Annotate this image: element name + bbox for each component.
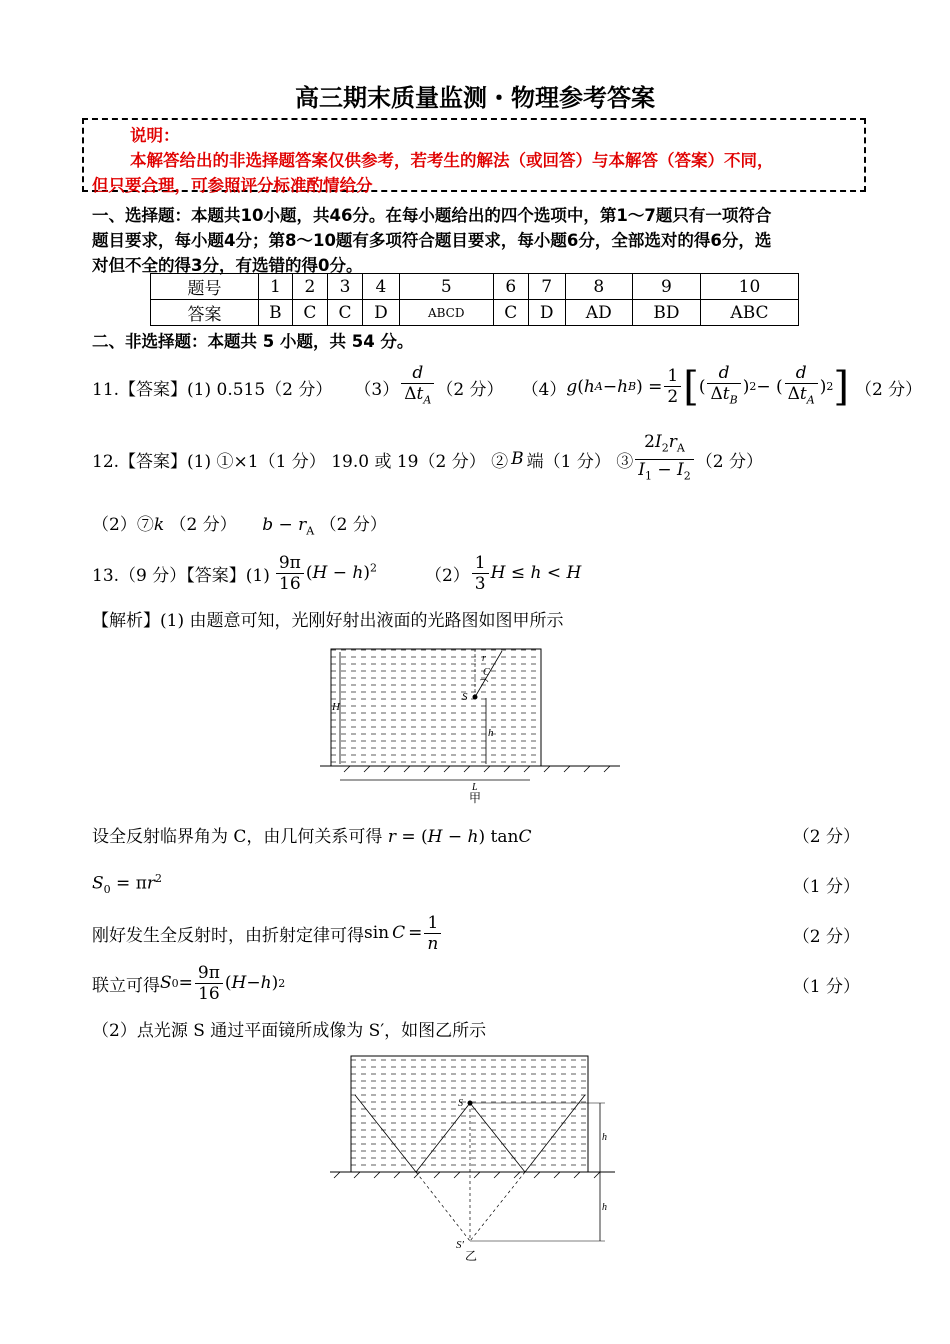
- section1-line2: 题目要求，每小题4分；第8～10题有多项符合题目要求，每小题6分，全部选对的得6分，选: [92, 231, 772, 250]
- figure-yi: [330, 1050, 630, 1265]
- table-cell: C: [292, 300, 327, 326]
- q12-score: （2 分）: [695, 451, 763, 472]
- table-header-cell: 题号: [151, 274, 259, 300]
- table-cell: 10: [700, 274, 798, 300]
- table-cell: D: [528, 300, 565, 326]
- label-L: L: [472, 782, 478, 793]
- q11-part4-label: （4）: [521, 379, 567, 400]
- q13-prefix: 13.（9 分）【答案】(1): [92, 565, 270, 586]
- table-header-cell: 答案: [151, 300, 259, 326]
- liquid-container: [351, 1056, 588, 1172]
- q13-step3: [92, 910, 443, 956]
- liquid-container: [331, 649, 541, 766]
- note-line2: 但只要合理，可参照评分标准酌情给分: [92, 176, 373, 195]
- table-cell: D: [363, 300, 400, 326]
- q12-formula: $\frac{2I_2r_A}{I_1 - I_2}$: [635, 432, 694, 486]
- q13-step3-formula: sin C = $\frac{1}{n}$: [364, 913, 443, 954]
- q11-prefix: 11.【答案】(1) 0.515（2 分）: [92, 379, 333, 400]
- table-cell: 5: [399, 274, 493, 300]
- q13-step4: [92, 960, 285, 1006]
- table-cell: 1: [259, 274, 293, 300]
- note-line1: 本解答给出的非选择题答案仅供参考，若考生的解法（或回答）与本解答（答案）不同，: [130, 151, 774, 170]
- q12-score-b: （2 分）: [319, 515, 387, 535]
- q13-step3-score: （2 分）: [792, 927, 860, 947]
- q13-step4-score: （1 分）: [792, 977, 860, 997]
- q13-step1-text: 设全反射临界角为 C，由几何关系可得: [92, 827, 383, 847]
- label-H: H: [332, 701, 340, 713]
- label-S: S: [458, 1098, 463, 1109]
- table-cell: 8: [565, 274, 632, 300]
- q13-analysis: 【解析】(1) 由题意可知，光刚好射出液面的光路图如图甲所示: [92, 611, 564, 631]
- ground-hatch: [344, 766, 610, 772]
- q12-text-b: 端（1 分） ③: [526, 451, 634, 472]
- answer-table: [150, 273, 799, 326]
- label-C: C: [483, 667, 490, 678]
- q12-text-a: 12.【答案】(1) ①×1（1 分） 19.0 或 19（2 分） ②: [92, 451, 509, 472]
- q13-step1: [92, 822, 531, 847]
- figure-yi-caption: 乙: [465, 1249, 478, 1263]
- q13-part2-label: （2）: [424, 565, 470, 586]
- figure-jia-caption: 甲: [469, 791, 482, 805]
- q13-part2-text: （2）点光源 S 通过平面镜所成像为 S′，如图乙所示: [92, 1021, 487, 1041]
- label-h-lower: h: [602, 1202, 607, 1213]
- table-cell: C: [493, 300, 528, 326]
- q13-step1-score: （2 分）: [792, 827, 860, 847]
- table-cell: ABC: [700, 300, 798, 326]
- table-cell: 6: [493, 274, 528, 300]
- q13-formula-1: $\frac{9\pi}{16}$ $(H - h)^2$: [274, 553, 377, 594]
- q11-score-4: （2 分）: [854, 379, 923, 400]
- q12-part2-label: （2）⑦: [92, 515, 154, 535]
- q13-step2-score: （1 分）: [792, 877, 860, 897]
- q12-score-k: （2 分）: [169, 515, 237, 535]
- mirror-hatch: [334, 1172, 600, 1178]
- note-label: 说明：: [130, 126, 180, 145]
- label-S: S: [462, 691, 468, 703]
- q12-formula-2: $b - r_A$: [262, 515, 315, 538]
- q11-part3-label: （3）: [354, 379, 400, 400]
- q13-formula-2: $\frac{1}{3}$ H ≤ h < H: [470, 553, 582, 594]
- q11-formula-2: g ( h A − h B ) = $\frac{1}{2}$ [ ( $\frac{d}{\Delta t_B}$ ) 2 − ( $\frac{d}{\Delta t_A}$ ) 2 ]: [566, 363, 849, 410]
- q13-step1-formula: r = (H − h) tanC: [387, 827, 532, 847]
- section1-line3: 对但不全的得3分，有选错的得0分。: [92, 256, 363, 275]
- figure-jia: [320, 640, 630, 810]
- table-cell: AD: [565, 300, 632, 326]
- table-cell: 3: [327, 274, 362, 300]
- q11-formula-1: $\frac{d}{\Delta t_A}$: [401, 363, 434, 410]
- section1-line1: 一、选择题：本题共10小题，共46分。在每小题给出的四个选项中，第1～7题只有一项符合: [92, 206, 772, 225]
- section2-heading: 二、非选择题：本题共 5 小题，共 54 分。: [92, 332, 414, 351]
- q11-line: [92, 362, 922, 412]
- table-cell: C: [327, 300, 362, 326]
- table-cell: BD: [632, 300, 700, 326]
- page-title: 高三期末质量监测・物理参考答案: [295, 84, 655, 112]
- label-r: r: [482, 653, 486, 664]
- q13-step4-formula: S 0 = $\frac{9\pi}{16}$ ( H − h ) 2: [160, 962, 286, 1004]
- q13-step3-text: 刚好发生全反射时，由折射定律可得: [92, 925, 364, 946]
- table-cell: 2: [292, 274, 327, 300]
- q12-line1: 12.【答案】(1) ①×1（1 分） 19.0 或 19（2 分） ② B 端（1 分） ③ $\frac{2I_2r_A}{I_1 - I_2}$ （2 分）: [92, 434, 763, 484]
- table-row: [151, 274, 799, 300]
- table-cell: 4: [363, 274, 400, 300]
- q11-score-3: （2 分）: [436, 379, 504, 400]
- q13-answer-line: [92, 548, 581, 598]
- q12-line2: （2）⑦k （2 分） $b - r_A$ （2 分）: [92, 515, 387, 538]
- q13-step4-text: 联立可得: [92, 975, 160, 996]
- label-h: h: [488, 727, 494, 739]
- table-cell: B: [259, 300, 293, 326]
- label-S-prime: S′: [456, 1239, 464, 1251]
- q13-step2-formula: $S_0 = \pi r^2$: [92, 872, 163, 897]
- table-row: [151, 300, 799, 326]
- label-h-upper: h: [602, 1132, 607, 1143]
- table-cell: ABCD: [399, 300, 493, 326]
- table-cell: 7: [528, 274, 565, 300]
- table-cell: 9: [632, 274, 700, 300]
